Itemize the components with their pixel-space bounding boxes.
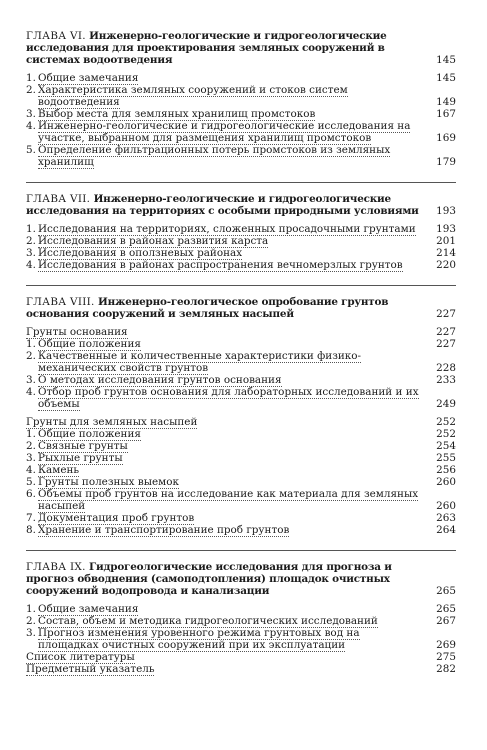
entry-number: 5.	[26, 144, 36, 156]
page-number: 220	[436, 259, 456, 271]
chapter-title: Инженерно-геологическое опробование грунтов основания сооружений и земляных насыпей	[26, 296, 389, 320]
subsection-heading[interactable]	[26, 416, 456, 428]
entry-number: 2.	[26, 615, 36, 627]
entry-number: 3.	[26, 108, 36, 120]
entry-text: Состав, объем и методика гидрогеологических исследований	[38, 615, 378, 627]
entry-number: 2.	[26, 350, 36, 362]
page-number: 227	[436, 338, 456, 350]
entry-number: 2.	[26, 440, 36, 452]
page-number: 252	[436, 416, 456, 428]
toc-entry[interactable]	[26, 144, 456, 168]
chapter-section	[26, 296, 456, 536]
toc-entry[interactable]	[26, 120, 456, 144]
toc-entry[interactable]	[26, 374, 456, 386]
entry-text: Отбор проб грунтов основания для лабораторных исследований и их объемы	[38, 386, 419, 410]
section-divider	[26, 285, 456, 286]
toc-entry[interactable]	[26, 108, 456, 120]
page-number: 193	[436, 223, 456, 235]
toc-entry[interactable]	[26, 72, 456, 84]
page-number: 275	[436, 651, 456, 663]
entry-text: Исследования в оползневых районах	[38, 247, 243, 259]
page-number: 169	[436, 132, 456, 144]
entry-number: 1.	[26, 72, 36, 84]
page-number: 179	[436, 156, 456, 168]
toc-entry[interactable]	[26, 223, 456, 235]
toc-entry-plain[interactable]	[26, 663, 456, 675]
page-number: 145	[436, 54, 456, 66]
toc-entry[interactable]	[26, 476, 456, 488]
entry-number: 8.	[26, 524, 36, 536]
page-number: 254	[436, 440, 456, 452]
entry-text: О методах исследования грунтов основания	[38, 374, 282, 386]
toc-entry[interactable]	[26, 464, 456, 476]
page-number: 149	[436, 96, 456, 108]
chapter-section	[26, 30, 456, 168]
page-number: 214	[436, 247, 456, 259]
chapter-title: Инженерно-геологические и гидрогеологические исследования на территориях с особыми природными условиями	[26, 193, 419, 217]
entry-text: Объемы проб грунтов на исследование как материала для земляных насыпей	[38, 488, 419, 512]
entry-text: Рыхлые грунты	[38, 452, 123, 464]
entry-text: Исследования на территориях, сложенных просадочными грунтами	[38, 223, 416, 235]
entry-text: Качественные и количественные характеристики физико-механических свойств грунтов	[38, 350, 362, 374]
page-number: 260	[436, 476, 456, 488]
page-number: 263	[436, 512, 456, 524]
section-divider	[26, 550, 456, 551]
chapter-title: Гидрогеологические исследования для прогноза и прогноз обводнения (самоподтопления) площадок очистных сооружений водопровода и канализации	[26, 561, 392, 597]
entry-number: 2.	[26, 235, 36, 247]
entry-number: 1.	[26, 223, 36, 235]
section-divider	[26, 182, 456, 183]
chapter-heading[interactable]	[26, 561, 456, 597]
chapter-heading[interactable]	[26, 296, 456, 320]
page-number: 167	[436, 108, 456, 120]
toc-entry[interactable]	[26, 488, 456, 512]
entry-number: 4.	[26, 386, 36, 398]
entry-number: 1.	[26, 603, 36, 615]
chapter-label: ГЛАВА VII.	[26, 193, 91, 205]
entry-text: Исследования в районах развития карста	[38, 235, 269, 247]
page-number: 227	[436, 308, 456, 320]
page-number: 267	[436, 615, 456, 627]
entry-number: 3.	[26, 247, 36, 259]
page-number: 145	[436, 72, 456, 84]
chapter-label: ГЛАВА VI.	[26, 30, 86, 42]
entry-text: Документация проб грунтов	[38, 512, 195, 524]
page-number: 282	[436, 663, 456, 675]
page-number: 256	[436, 464, 456, 476]
chapter-section	[26, 193, 456, 271]
chapter-heading[interactable]	[26, 193, 456, 217]
entry-number: 1.	[26, 428, 36, 440]
entry-text: Грунты основания	[26, 326, 128, 338]
chapter-title: Инженерно-геологические и гидрогеологические исследования для проектирования земляных сооружений в системах водоотведения	[26, 30, 387, 66]
page-number: 227	[436, 326, 456, 338]
entry-text: Исследования в районах распространения вечномерзлых грунтов	[38, 259, 403, 271]
entry-text: Общие замечания	[38, 603, 139, 615]
toc-entry[interactable]	[26, 512, 456, 524]
entry-text: Камень	[38, 464, 80, 476]
toc-entry[interactable]	[26, 428, 456, 440]
page-number: 255	[436, 452, 456, 464]
chapter-label: ГЛАВА VIII.	[26, 296, 95, 308]
entry-number: 7.	[26, 512, 36, 524]
toc-entry[interactable]	[26, 440, 456, 452]
entry-number: 4.	[26, 120, 36, 132]
toc-entry[interactable]	[26, 84, 456, 108]
page-number: 233	[436, 374, 456, 386]
entry-text: Связные грунты	[38, 440, 128, 452]
entry-number: 2.	[26, 84, 36, 96]
toc-entry[interactable]	[26, 452, 456, 464]
page-number: 193	[436, 205, 456, 217]
table-of-contents	[26, 30, 456, 689]
toc-entry[interactable]	[26, 247, 456, 259]
entry-text: Характеристика земляных сооружений и стоков систем водоотведения	[38, 84, 348, 108]
entry-number: 5.	[26, 476, 36, 488]
chapter-heading[interactable]	[26, 30, 456, 66]
entry-text: Выбор места для земляных хранилищ промстоков	[38, 108, 316, 120]
entry-number: 3.	[26, 374, 36, 386]
toc-entry-plain[interactable]	[26, 651, 456, 663]
subsection-heading[interactable]	[26, 326, 456, 338]
entry-text: Грунты для земляных насыпей	[26, 416, 198, 428]
entry-number: 3.	[26, 627, 36, 639]
toc-entry[interactable]	[26, 235, 456, 247]
entry-text: Общие замечания	[38, 72, 139, 84]
toc-entry[interactable]	[26, 603, 456, 615]
toc-entry[interactable]	[26, 350, 456, 374]
page-number: 249	[436, 398, 456, 410]
entry-text: Грунты полезных выемок	[38, 476, 179, 488]
page-number: 265	[436, 603, 456, 615]
entry-text: Инженерно-геологические и гидрогеологические исследования на участке, выбранном для размещения хранилищ промстоков	[38, 120, 411, 144]
page-number: 269	[436, 639, 456, 651]
toc-entry[interactable]	[26, 259, 456, 271]
toc-entry[interactable]	[26, 338, 456, 350]
entry-number: 4.	[26, 259, 36, 271]
page-number: 264	[436, 524, 456, 536]
entry-text: Хранение и транспортирование проб грунтов	[38, 524, 290, 536]
toc-entry[interactable]	[26, 615, 456, 627]
entry-text: Общие положения	[38, 338, 141, 350]
entry-text: Прогноз изменения уровенного режима грунтовых вод на площадках очистных сооружений при их эксплуатации	[38, 627, 360, 651]
page-number: 201	[436, 235, 456, 247]
entry-text: Список литературы	[26, 651, 135, 663]
entry-number: 3.	[26, 452, 36, 464]
entry-number: 4.	[26, 464, 36, 476]
entry-text: Предметный указатель	[26, 663, 155, 675]
entry-number: 6.	[26, 488, 36, 500]
chapter-label: ГЛАВА IX.	[26, 561, 86, 573]
page-number: 265	[436, 585, 456, 597]
page-number: 252	[436, 428, 456, 440]
page-number: 228	[436, 362, 456, 374]
entry-text: Определение фильтрационных потерь промстоков из земляных хранилищ	[38, 144, 391, 168]
chapter-section	[26, 561, 456, 675]
toc-entry[interactable]	[26, 627, 456, 651]
toc-entry[interactable]	[26, 524, 456, 536]
entry-number: 1.	[26, 338, 36, 350]
page-number: 260	[436, 500, 456, 512]
toc-entry[interactable]	[26, 386, 456, 410]
entry-text: Общие положения	[38, 428, 141, 440]
